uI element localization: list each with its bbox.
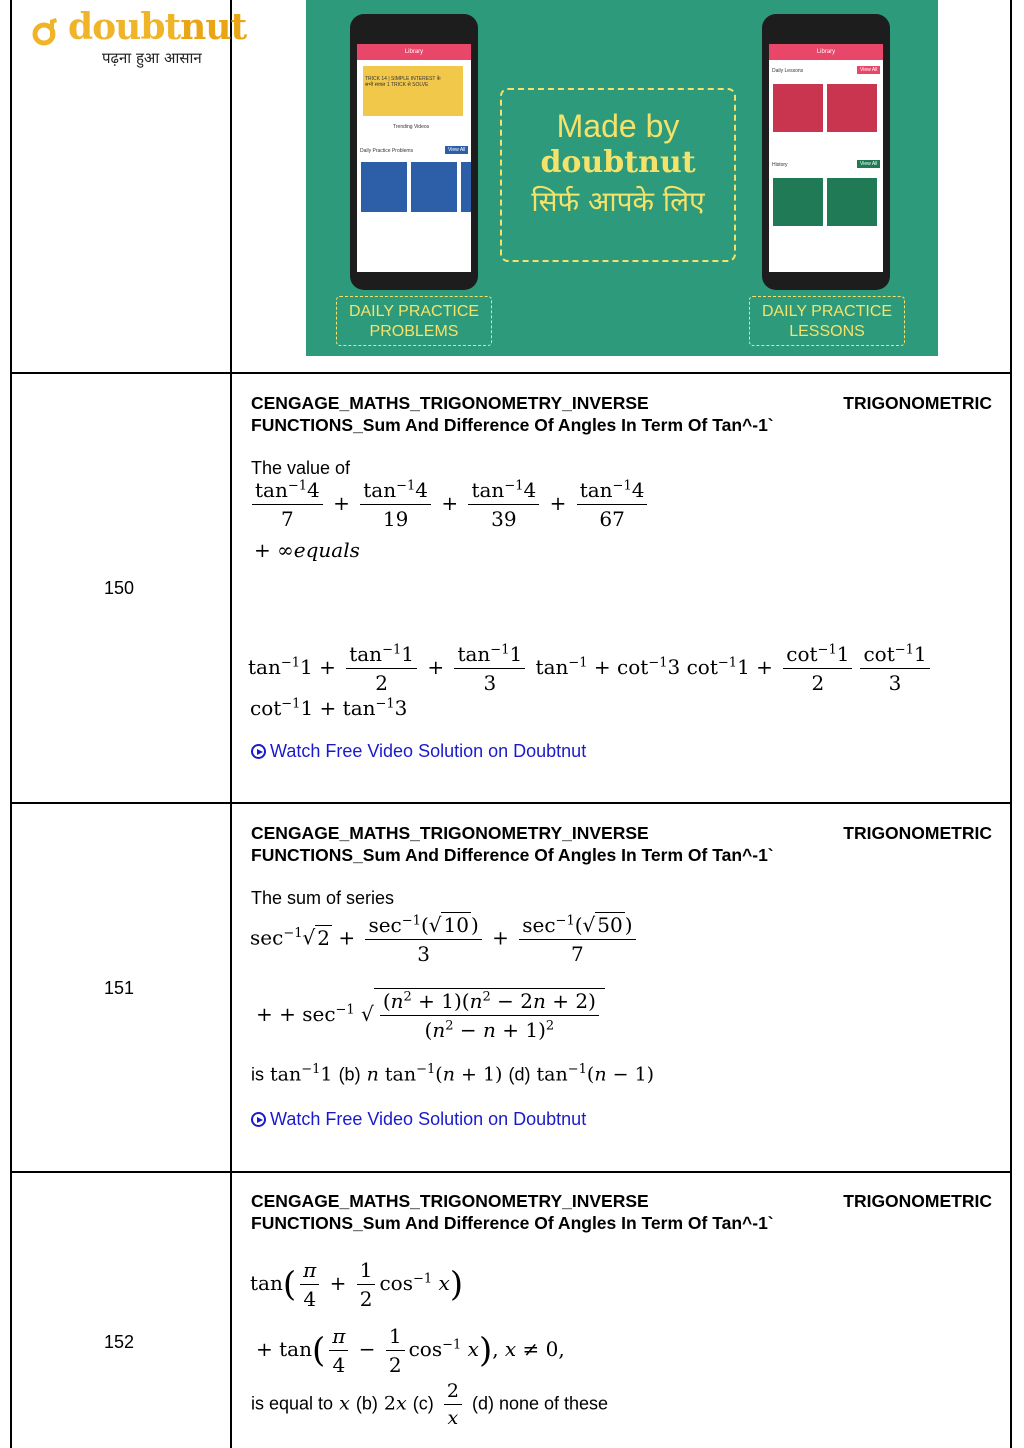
phone-card-text: TRICK 14 | SIMPLE INTEREST के सभी सवाल 1 TRICK से SOLVE — [365, 76, 441, 88]
play-circle-icon — [251, 744, 266, 759]
option-c-label: (c) — [412, 1393, 434, 1414]
is-label: is — [251, 1064, 264, 1085]
chapter-title-a: CENGAGE_MATHS_TRIGONOMETRY_INVERSE — [251, 823, 649, 843]
chapter-title-c: FUNCTIONS_Sum And Difference Of Angles In Term Of Tan^-1` — [251, 415, 774, 435]
watch-video-link[interactable] — [251, 1109, 586, 1130]
question-number: 151 — [104, 978, 135, 998]
logo-wordmark — [68, 6, 246, 48]
logo-tagline: पढ़ना हुआ आसान — [102, 49, 202, 67]
phone-section: History — [772, 162, 788, 168]
caption-practice-lessons: DAILY PRACTICE LESSONS — [749, 296, 905, 346]
question-expression: tan( $\frac{\pi}{4}$ + $\frac{1}{2}$ $\cos^{-1} x$) — [250, 1258, 464, 1311]
question-expression: $\sec^{-1}√$ 2 + $\frac{\sec^{-1}(√ 10 )}{3}$ + $\frac{\sec^{-1}(√ 50 )}{7}$ — [250, 912, 640, 966]
option-d-label: (d) none of these — [471, 1393, 609, 1414]
question-expression-cont: + ∞equals — [254, 538, 360, 562]
logo-word-a: doubt — [68, 6, 181, 48]
made-by-brand: doubtnut — [540, 145, 696, 180]
chapter-title-a: CENGAGE_MATHS_TRIGONOMETRY_INVERSE — [251, 1191, 649, 1211]
logo-word-b: nut — [180, 6, 247, 48]
question-expression: $\frac{\tan^{-1}4}{7}$ + $\frac{\tan^{-1}4}{19}$ + $\frac{\tan^{-1}4}{39}$ + $\frac{\tan^{-1}4}{67}$ — [248, 478, 651, 531]
phone-tile — [461, 162, 471, 212]
chapter-title-b: TRIGONOMETRIC — [843, 1191, 992, 1211]
column-divider — [230, 0, 232, 1448]
watch-video-label: Watch Free Video Solution on Doubtnut — [270, 741, 587, 761]
question-expression-cont: + tan( $\frac{\pi}{4}$ − $\frac{1}{2}$ $\cos^{-1} x$), x ≠ 0, — [256, 1324, 565, 1377]
phone-view-all: View All — [857, 66, 880, 74]
chapter-title — [251, 392, 992, 436]
phone-tile — [361, 162, 407, 212]
phone-view-all: View All — [445, 146, 468, 154]
question-expression-cont: + + $\sec^{-1}$ √ $\frac{(n^2 + 1)(n^2 - 2n + 2)}{(n^2 - n + 1)^2}$ — [256, 988, 605, 1042]
doubtnut-logo-icon — [30, 16, 64, 46]
chapter-title — [251, 822, 992, 866]
answer-options-cont: $\cot^{-1}1 + \tan^{-1}3$ — [250, 696, 408, 720]
doubtnut-logo — [30, 6, 247, 67]
question-intro: The sum of series — [251, 888, 395, 908]
phone-view-all: View All — [857, 160, 880, 168]
is-equal-label: is equal to — [251, 1393, 334, 1414]
phone-title-bar: Library — [769, 44, 883, 60]
phone-screen — [357, 44, 471, 272]
phone-tile — [827, 84, 877, 132]
phone-tile — [827, 178, 877, 226]
promo-banner[interactable] — [306, 0, 938, 356]
phone-tile — [773, 178, 823, 226]
option-b-label: (b) — [338, 1064, 361, 1085]
watch-video-label: Watch Free Video Solution on Doubtnut — [270, 1109, 587, 1129]
answer-options: is equal to x (b) 2x (c) $\frac{2}{x}$ (d) none of these — [251, 1380, 609, 1429]
made-by-text: Made by — [556, 108, 680, 144]
chapter-title-c: FUNCTIONS_Sum And Difference Of Angles In Term Of Tan^-1` — [251, 845, 774, 865]
option-d-label: (d) — [508, 1064, 531, 1085]
phone-tile — [411, 162, 457, 212]
question-number: 150 — [104, 578, 135, 598]
phone-section: Daily Lessons — [772, 68, 804, 74]
chapter-title — [251, 1190, 992, 1234]
row-divider — [10, 802, 1012, 804]
row-divider — [10, 1171, 1012, 1173]
phone-mockup-right — [762, 14, 890, 290]
phone-title-bar: Library — [357, 44, 471, 60]
phone-screen — [769, 44, 883, 272]
chapter-title-a: CENGAGE_MATHS_TRIGONOMETRY_INVERSE — [251, 393, 649, 413]
question-intro: The value of — [251, 458, 351, 478]
chapter-title-c: FUNCTIONS_Sum And Difference Of Angles In Term Of Tan^-1` — [251, 1213, 774, 1233]
option-b-label: (b) — [355, 1393, 378, 1414]
row-divider — [10, 372, 1012, 374]
chapter-title-b: TRIGONOMETRIC — [843, 393, 992, 413]
question-number: 152 — [104, 1332, 135, 1352]
made-by-box — [500, 88, 736, 262]
phone-section: Trending Videos — [393, 124, 430, 130]
answer-options: is $\tan^{-1}1$ (b) n $\tan^{-1}(n + 1)$ (d) $\tan^{-1}(n - 1)$ — [251, 1062, 655, 1086]
play-circle-icon — [251, 1112, 266, 1127]
watch-video-link[interactable] — [251, 741, 586, 762]
phone-list-title: Daily Practice Problems — [360, 148, 414, 154]
phone-card — [363, 66, 463, 116]
phone-mockup-left — [350, 14, 478, 290]
chapter-title-b: TRIGONOMETRIC — [843, 823, 992, 843]
made-by-tagline: सिर्फ आपके लिए — [531, 185, 705, 218]
answer-options: $\tan^{-1}1$ + $\frac{\tan^{-1}1}{2}$ + $\frac{\tan^{-1}1}{3}$ $\tan^{-1} + \cot^{-1}3$ $\cot^{-1}1$ + $\frac{\cot^{-1}1}{2}$ $\frac{\cot^{-1}1}{3}$ — [248, 642, 934, 695]
caption-practice-problems: DAILY PRACTICE PROBLEMS — [336, 296, 492, 346]
phone-tile — [773, 84, 823, 132]
